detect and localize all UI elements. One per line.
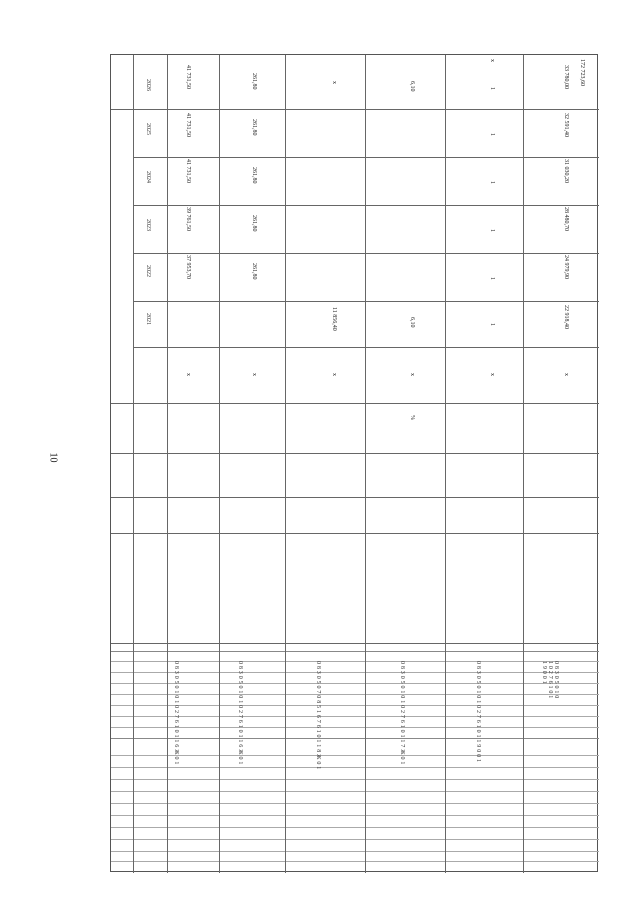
divider [133, 205, 599, 206]
cell: 33 780,00 [563, 65, 569, 89]
year-2022: 2022 [145, 265, 151, 277]
divider [111, 738, 599, 739]
year-2026: 2026 [145, 79, 151, 91]
divider [111, 705, 599, 706]
divider [111, 672, 599, 673]
divider [167, 55, 168, 873]
divider [133, 157, 599, 158]
row-code: 0 8 3 0 5 0 1 0 1 0 2 7 6 1 0 1 1 6 Ж 0 1 [237, 661, 243, 765]
cell: 261,80 [251, 263, 257, 280]
row-fact: x [563, 373, 569, 376]
program-table [110, 54, 598, 872]
divider [111, 453, 599, 454]
page-number: 10 [47, 452, 59, 463]
cell: 1 [489, 87, 495, 90]
cell: 6,10 [409, 317, 415, 328]
cell: 261,80 [251, 73, 257, 90]
divider [365, 55, 366, 873]
divider [111, 643, 599, 644]
year-2021: 2021 [145, 313, 151, 325]
cell: 11 856,40 [331, 307, 337, 331]
cell: 1 [489, 277, 495, 280]
divider [111, 815, 599, 816]
row-fact: x [185, 373, 191, 376]
divider [133, 347, 599, 348]
divider [111, 803, 599, 804]
divider [111, 716, 599, 717]
divider [111, 851, 599, 852]
divider [133, 55, 134, 873]
divider [111, 497, 599, 498]
divider [111, 109, 599, 110]
divider [285, 55, 286, 873]
divider [111, 755, 599, 756]
divider [111, 683, 599, 684]
divider [111, 779, 599, 780]
year-2023: 2023 [145, 219, 151, 231]
divider [523, 55, 524, 873]
divider [111, 694, 599, 695]
cell: 37 953,70 [185, 255, 191, 279]
divider [133, 253, 599, 254]
row-fact: x [331, 373, 337, 376]
row-unit: % [409, 415, 415, 420]
divider [111, 661, 599, 662]
row-code: 0 8 3 0 5 0 7 0 8 5 1 6 7 6 1 0 1 1 8 Ж 0 1 [315, 661, 321, 770]
divider [111, 791, 599, 792]
cell: 1 [489, 323, 495, 326]
cell: 24 979,90 [563, 255, 569, 279]
row-code: 0 8 3 0 5 0 1 0 1 0 2 7 6 1 0 1 1 9 0 0 1 [541, 661, 559, 699]
cell: 1 [489, 133, 495, 136]
row-code: 0 8 3 0 5 0 1 0 1 0 2 7 6 1 0 1 1 9 0 0 1 [475, 661, 481, 763]
row-total: 172 723,60 [579, 59, 585, 86]
cell: 39 761,50 [185, 207, 191, 231]
cell: 41 731,50 [185, 65, 191, 89]
row-total: x [331, 81, 337, 84]
cell: 41 731,50 [185, 113, 191, 137]
row-code: 0 8 3 0 5 0 1 0 1 0 2 7 6 1 0 1 1 7 Ж 0 1 [399, 661, 405, 765]
divider [111, 767, 599, 768]
divider [111, 403, 599, 404]
row-fact: x [409, 373, 415, 376]
year-2024: 2024 [145, 171, 151, 183]
cell: 1 [489, 181, 495, 184]
divider [111, 861, 599, 862]
divider [111, 533, 599, 534]
cell: 261,80 [251, 167, 257, 184]
divider [133, 301, 599, 302]
row-total: x [489, 59, 495, 62]
cell: 22 918,40 [563, 305, 569, 329]
divider [445, 55, 446, 873]
divider [111, 827, 599, 828]
divider [111, 839, 599, 840]
cell: 261,80 [251, 215, 257, 232]
row-code: 0 8 3 0 5 0 1 0 1 0 2 7 6 1 0 1 1 6 Ж 0 1 [173, 661, 179, 765]
row-total: 6,10 [409, 81, 415, 92]
row-fact: x [489, 373, 495, 376]
divider [111, 727, 599, 728]
cell: 41 731,50 [185, 159, 191, 183]
cell: 31 030,20 [563, 159, 569, 183]
divider [111, 651, 599, 652]
cell: 32 591,40 [563, 113, 569, 137]
cell: 28 480,70 [563, 207, 569, 231]
row-fact: x [251, 373, 257, 376]
year-2025: 2025 [145, 123, 151, 135]
divider [219, 55, 220, 873]
cell: 1 [489, 229, 495, 232]
cell: 261,80 [251, 119, 257, 136]
